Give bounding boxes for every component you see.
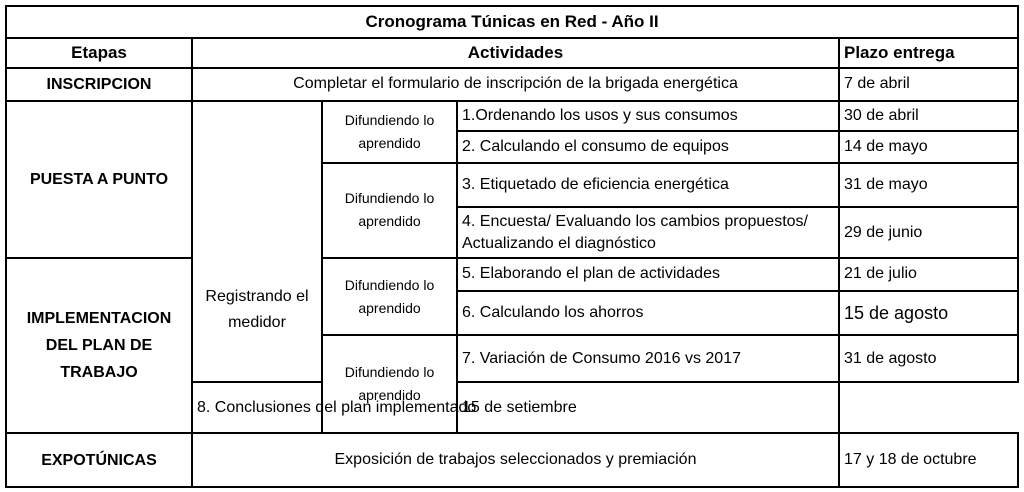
deadline-4: 29 de junio	[839, 207, 1018, 258]
deadline-expo: 17 y 18 de octubre	[839, 433, 1018, 487]
header-deadline: Plazo entrega	[839, 38, 1018, 69]
activity-7: 7. Variación de Consumo 2016 vs 2017	[457, 335, 839, 382]
schedule-table	[5, 5, 1019, 488]
activity-6: 6. Calculando los ahorros	[457, 291, 839, 336]
stage-inscripcion: INSCRIPCION	[6, 68, 192, 101]
stage-expotunicas: EXPOTÚNICAS	[6, 433, 192, 487]
group-difundiendo-2: Difundiendo lo aprendido	[322, 163, 457, 259]
activity-inscripcion: Completar el formulario de inscripción de la brigada energética	[192, 68, 839, 101]
stage-puesta-a-punto: PUESTA A PUNTO	[6, 101, 192, 259]
header-activities: Actividades	[192, 38, 839, 69]
activity-3: 3. Etiquetado de eficiencia energética	[457, 163, 839, 208]
activity-5: 5. Elaborando el plan de actividades	[457, 258, 839, 291]
activity-1: 1.Ordenando los usos y sus consumos	[457, 101, 839, 132]
table-row	[6, 433, 1018, 487]
activity-2: 2. Calculando el consumo de equipos	[457, 131, 839, 163]
activity-4: 4. Encuesta/ Evaluando los cambios propuestos/ Actualizando el diagnóstico	[457, 207, 839, 258]
table-title: Cronograma Túnicas en Red - Año II	[6, 6, 1018, 38]
activity-expo: Exposición de trabajos seleccionados y premiación	[192, 433, 839, 487]
table-row	[6, 101, 1018, 132]
group-difundiendo-3: Difundiendo lo aprendido	[322, 258, 457, 335]
stage-implementacion	[6, 258, 192, 433]
group-difundiendo-1: Difundiendo lo aprendido	[322, 101, 457, 163]
registrando-label: Registrando el medidor	[205, 288, 309, 332]
deadline-1: 30 de abril	[839, 101, 1018, 132]
table-row	[6, 68, 1018, 101]
deadline-5: 21 de julio	[839, 258, 1018, 291]
header-stages: Etapas	[6, 38, 192, 69]
deadline-6: 15 de agosto	[839, 291, 1018, 336]
deadline-8: 15 de setiembre	[457, 382, 839, 433]
table-row	[6, 258, 1018, 291]
group-difundiendo-4: Difundiendo lo aprendido	[322, 335, 457, 433]
deadline-2: 14 de mayo	[839, 131, 1018, 163]
deadline-7: 31 de agosto	[839, 335, 1018, 382]
deadline-inscripcion: 7 de abril	[839, 68, 1018, 101]
stage-implementacion-label: IMPLEMENTACION DEL PLAN DE TRABAJO	[26, 310, 172, 382]
header-row	[6, 38, 1018, 69]
activity-8: 8. Conclusiones del plan implementado	[192, 382, 322, 433]
registrando-medidor	[192, 101, 322, 383]
title-row	[6, 6, 1018, 38]
deadline-3: 31 de mayo	[839, 163, 1018, 208]
